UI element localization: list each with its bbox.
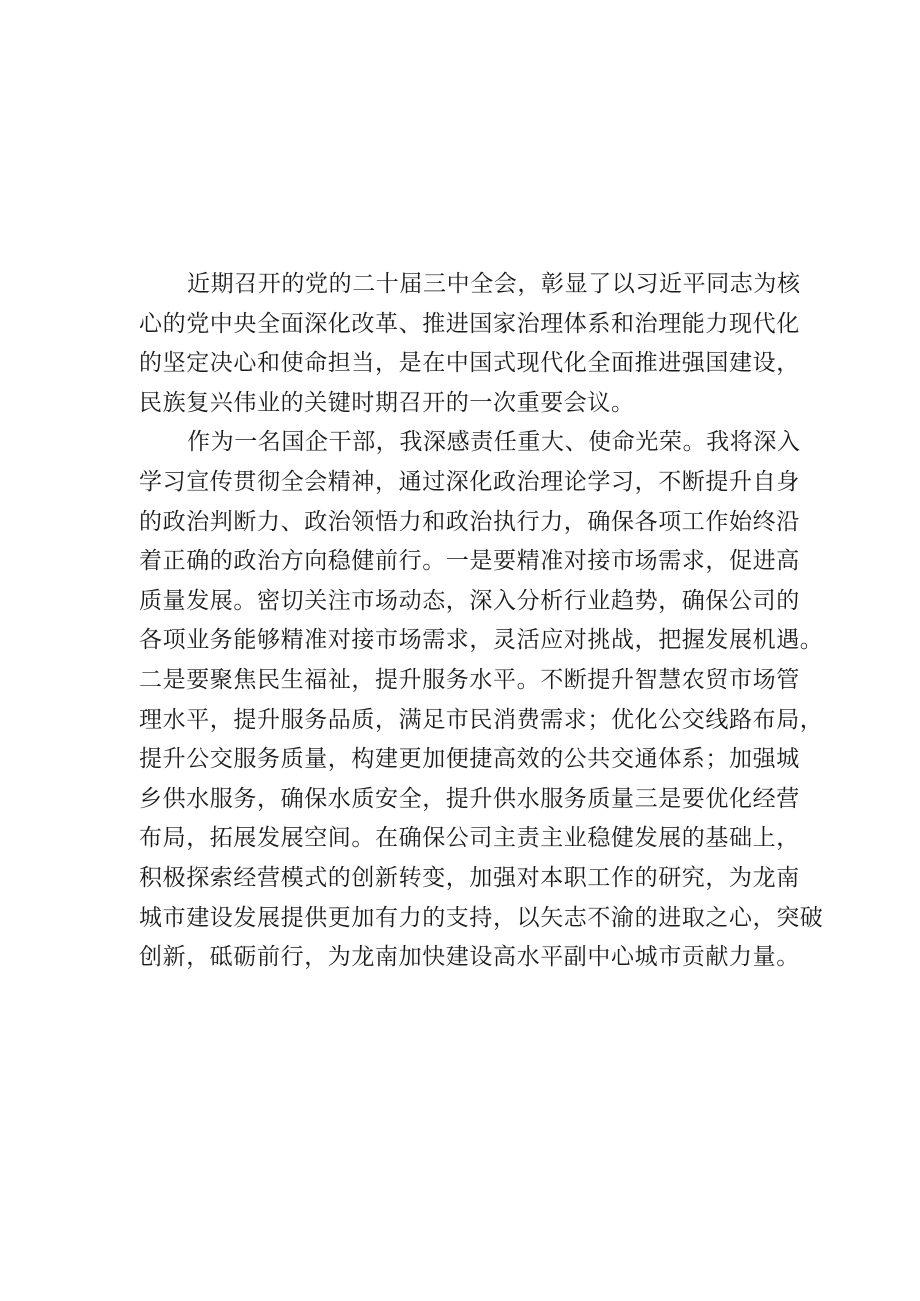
text-line: 的坚定决心和使命担当，是在中国式现代化全面推进强国建设， — [139, 350, 800, 377]
document-body — [139, 265, 824, 978]
text-line: 积极探索经营模式的创新转变，加强对本职工作的研究，为龙南 — [139, 864, 800, 891]
text-line: 理水平，提升服务品质，满足市民消费需求；优化公交线路布局， — [139, 706, 824, 733]
paragraph-1 — [139, 265, 799, 423]
text-line: 着正确的政治方向稳健前行。一是要精准对接市场需求，促进高 — [139, 548, 800, 575]
text-line: 布局，拓展发展空间。在确保公司主责主业稳健发展的基础上， — [139, 825, 800, 852]
text-line: 乡供水服务，确保水质安全，提升供水服务质量三是要优化经营 — [139, 785, 800, 812]
text-line: 二是要聚焦民生福祉，提升服务水平。不断提升智慧农贸市场管 — [139, 666, 800, 693]
text-line: 近期召开的党的二十届三中全会，彰显了以习近平同志为核 — [187, 271, 801, 297]
text-line: 作为一名国企干部，我深感责任重大、使命光荣。我将深入 — [187, 429, 801, 456]
text-line: 学习宣传贯彻全会精神，通过深化政治理论学习，不断提升自身 — [139, 468, 800, 495]
text-line: 民族复兴伟业的关键时期召开的一次重要会议。 — [139, 389, 635, 416]
text-line: 各项业务能够精准对接市场需求，灵活应对挑战，把握发展机遇。 — [139, 627, 824, 654]
paragraph-2 — [139, 423, 824, 977]
text-line: 提升公交服务质量，构建更加便捷高效的公共交通体系；加强城 — [139, 746, 800, 773]
text-line: 质量发展。密切关注市场动态，深入分析行业趋势，确保公司的 — [139, 587, 800, 614]
text-line: 创新，砥砺前行，为龙南加快建设高水平副中心城市贡献力量。 — [139, 944, 800, 971]
text-line: 城市建设发展提供更加有力的支持，以矢志不渝的进取之心，突破 — [139, 904, 824, 931]
text-line: 心的党中央全面深化改革、推进国家治理体系和治理能力现代化 — [139, 310, 800, 337]
text-line: 的政治判断力、政治领悟力和政治执行力，确保各项工作始终沿 — [139, 508, 800, 535]
